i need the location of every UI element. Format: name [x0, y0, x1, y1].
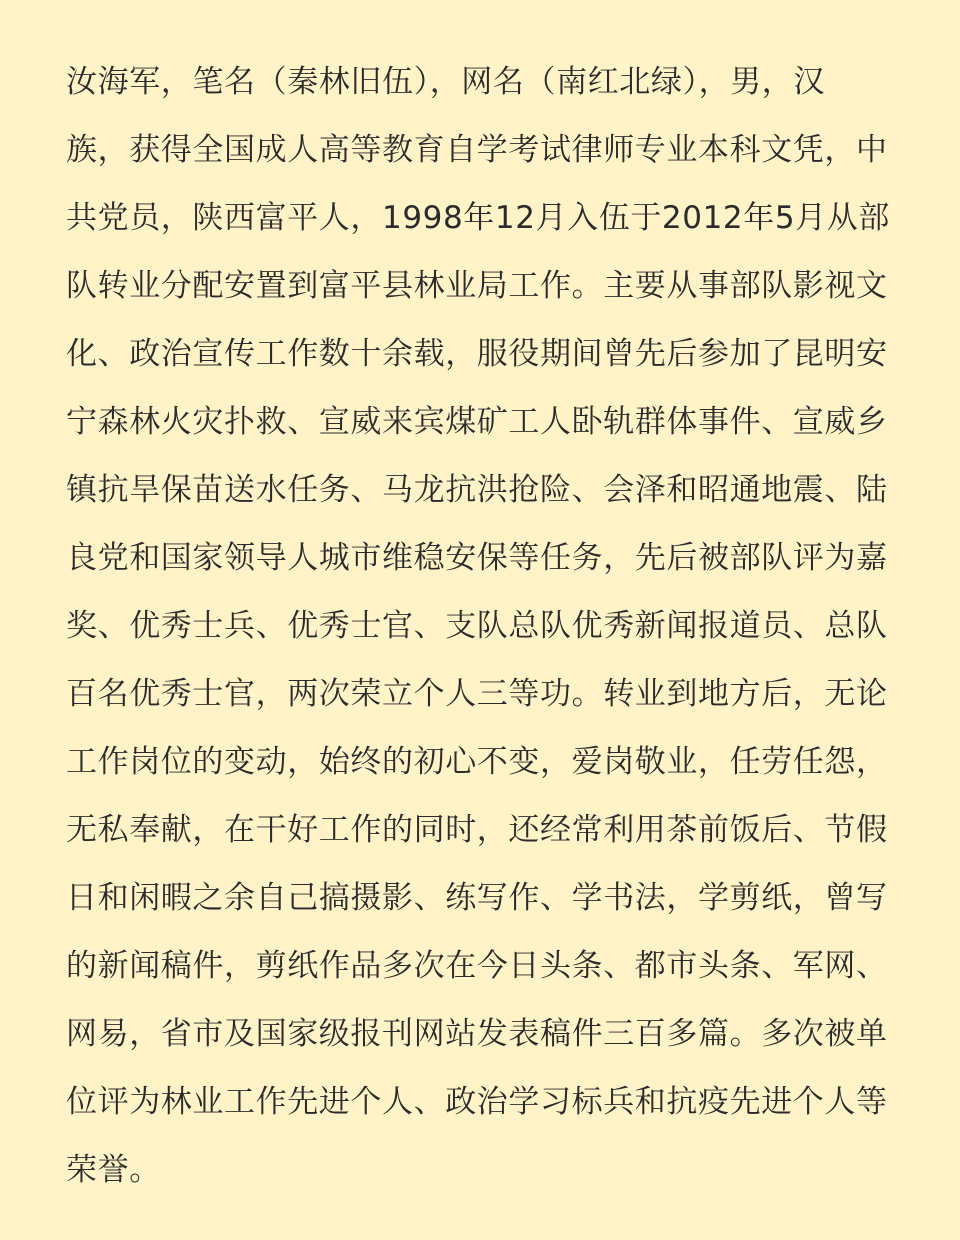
text-line: 良党和国家领导人城市维稳安保等任务，先后被部队评为嘉 [66, 540, 888, 576]
text-line: 共党员，陕西富平人，1998年12月入伍于2012年5月从部 [66, 200, 890, 236]
text-line: 百名优秀士官，两次荣立个人三等功。转业到地方后，无论 [66, 676, 888, 712]
text-line: 日和闲暇之余自己搞摄影、练写作、学书法，学剪纸，曾写 [66, 880, 888, 916]
text-line: 奖、优秀士兵、优秀士官、支队总队优秀新闻报道员、总队 [66, 608, 888, 644]
text-line: 宁森林火灾扑救、宣威来宾煤矿工人卧轨群体事件、宣威乡 [66, 404, 888, 440]
text-line: 族，获得全国成人高等教育自学考试律师专业本科文凭，中 [66, 132, 888, 168]
text-line: 的新闻稿件，剪纸作品多次在今日头条、都市头条、军网、 [66, 948, 888, 984]
biography-text [66, 48, 906, 1204]
text-line: 镇抗旱保苗送水任务、马龙抗洪抢险、会泽和昭通地震、陆 [66, 472, 888, 508]
text-line: 汝海军，笔名（秦林旧伍），网名（南红北绿），男，汉 [66, 64, 825, 100]
text-line: 位评为林业工作先进个人、政治学习标兵和抗疫先进个人等 [66, 1084, 888, 1120]
text-line: 无私奉献，在干好工作的同时，还经常利用茶前饭后、节假 [66, 812, 888, 848]
text-line: 化、政治宣传工作数十余载，服役期间曾先后参加了昆明安 [66, 336, 888, 372]
text-line: 网易，省市及国家级报刊网站发表稿件三百多篇。多次被单 [66, 1016, 888, 1052]
text-line: 队转业分配安置到富平县林业局工作。主要从事部队影视文 [66, 268, 888, 304]
text-line: 工作岗位的变动，始终的初心不变，爱岗敬业，任劳任怨， [66, 744, 888, 780]
text-line: 荣誉。 [66, 1152, 161, 1188]
